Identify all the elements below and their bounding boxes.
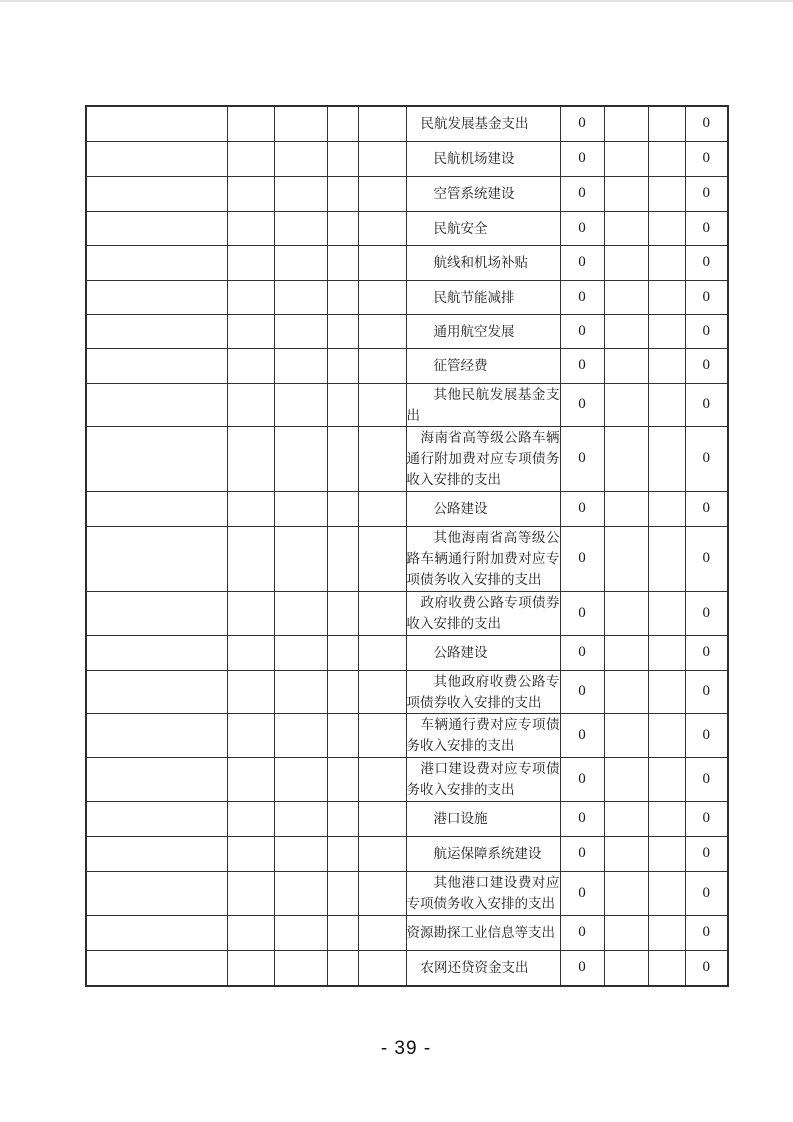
amount-cell: 0: [685, 426, 728, 491]
empty-amount-cell: [648, 106, 685, 141]
row-label-cell: 港口设施: [406, 801, 560, 836]
table-row: [86, 635, 728, 670]
amount-cell: 0: [685, 871, 728, 915]
table-row: [86, 950, 728, 986]
empty-amount-cell: [604, 950, 648, 986]
amount-cell: 0: [685, 757, 728, 801]
empty-amount-cell: [604, 314, 648, 348]
amount-cell: 0: [685, 280, 728, 314]
row-label-cell: 民航节能减排: [406, 280, 560, 314]
empty-amount-cell: [604, 871, 648, 915]
empty-cell: [358, 915, 406, 950]
empty-cell: [86, 176, 227, 211]
empty-cell: [274, 526, 327, 591]
empty-amount-cell: [648, 950, 685, 986]
empty-cell: [86, 141, 227, 176]
empty-cell: [274, 591, 327, 635]
empty-cell: [227, 635, 274, 670]
row-label-cell: 政府收费公路专项债券收入安排的支出: [406, 591, 560, 635]
amount-cell: 0: [685, 141, 728, 176]
empty-cell: [86, 426, 227, 491]
amount-cell: 0: [685, 348, 728, 383]
page-top-edge: [0, 0, 793, 2]
empty-cell: [86, 801, 227, 836]
empty-cell: [227, 106, 274, 141]
amount-cell: 0: [560, 836, 604, 871]
empty-cell: [86, 491, 227, 526]
row-label-cell: 资源勘探工业信息等支出: [406, 915, 560, 950]
amount-cell: 0: [685, 314, 728, 348]
amount-cell: 0: [685, 591, 728, 635]
empty-cell: [327, 950, 358, 986]
amount-cell: 0: [560, 314, 604, 348]
row-label-cell: 其他港口建设费对应专项债务收入安排的支出: [406, 871, 560, 915]
empty-cell: [274, 801, 327, 836]
empty-cell: [327, 757, 358, 801]
empty-cell: [358, 635, 406, 670]
empty-cell: [358, 801, 406, 836]
empty-cell: [274, 245, 327, 280]
empty-amount-cell: [648, 915, 685, 950]
empty-amount-cell: [604, 245, 648, 280]
table-row: [86, 280, 728, 314]
empty-cell: [227, 211, 274, 245]
empty-cell: [327, 801, 358, 836]
empty-cell: [227, 141, 274, 176]
empty-cell: [327, 670, 358, 713]
empty-cell: [86, 871, 227, 915]
amount-cell: 0: [560, 757, 604, 801]
empty-amount-cell: [648, 670, 685, 713]
empty-cell: [327, 211, 358, 245]
empty-amount-cell: [604, 757, 648, 801]
empty-amount-cell: [604, 383, 648, 426]
empty-cell: [358, 491, 406, 526]
empty-cell: [227, 591, 274, 635]
amount-cell: 0: [560, 950, 604, 986]
amount-cell: 0: [560, 635, 604, 670]
empty-cell: [274, 757, 327, 801]
empty-cell: [86, 713, 227, 757]
table-row: [86, 801, 728, 836]
empty-cell: [227, 491, 274, 526]
empty-cell: [327, 871, 358, 915]
empty-amount-cell: [604, 836, 648, 871]
empty-cell: [327, 635, 358, 670]
empty-cell: [327, 245, 358, 280]
table-row: [86, 426, 728, 491]
empty-cell: [327, 106, 358, 141]
row-label-cell: 农网还贷资金支出: [406, 950, 560, 986]
table-row: [86, 871, 728, 915]
empty-cell: [227, 383, 274, 426]
empty-cell: [327, 141, 358, 176]
amount-cell: 0: [560, 211, 604, 245]
empty-amount-cell: [648, 526, 685, 591]
empty-cell: [86, 314, 227, 348]
empty-cell: [274, 211, 327, 245]
empty-amount-cell: [604, 426, 648, 491]
empty-amount-cell: [648, 836, 685, 871]
empty-cell: [274, 871, 327, 915]
empty-cell: [358, 591, 406, 635]
empty-amount-cell: [648, 491, 685, 526]
empty-cell: [327, 836, 358, 871]
table-row: [86, 106, 728, 141]
empty-cell: [86, 211, 227, 245]
empty-cell: [358, 383, 406, 426]
empty-cell: [86, 915, 227, 950]
table-row: [86, 314, 728, 348]
table-row: [86, 211, 728, 245]
empty-cell: [227, 176, 274, 211]
table-row: [86, 836, 728, 871]
empty-cell: [274, 348, 327, 383]
empty-cell: [86, 348, 227, 383]
empty-amount-cell: [648, 757, 685, 801]
empty-cell: [227, 871, 274, 915]
empty-cell: [327, 176, 358, 211]
empty-cell: [358, 670, 406, 713]
empty-cell: [227, 348, 274, 383]
table-row: [86, 245, 728, 280]
empty-amount-cell: [648, 176, 685, 211]
amount-cell: 0: [560, 670, 604, 713]
amount-cell: 0: [560, 591, 604, 635]
amount-cell: 0: [560, 801, 604, 836]
empty-amount-cell: [604, 176, 648, 211]
empty-cell: [327, 713, 358, 757]
amount-cell: 0: [685, 635, 728, 670]
empty-cell: [358, 211, 406, 245]
empty-amount-cell: [604, 491, 648, 526]
amount-cell: 0: [685, 176, 728, 211]
empty-amount-cell: [604, 591, 648, 635]
row-label-cell: 其他民航发展基金支出: [406, 383, 560, 426]
empty-cell: [358, 526, 406, 591]
empty-cell: [274, 106, 327, 141]
page-number: - 39 -: [380, 1038, 432, 1059]
empty-cell: [358, 314, 406, 348]
table-row: [86, 383, 728, 426]
amount-cell: 0: [560, 526, 604, 591]
empty-amount-cell: [648, 211, 685, 245]
amount-cell: 0: [685, 915, 728, 950]
empty-cell: [86, 526, 227, 591]
empty-amount-cell: [648, 801, 685, 836]
row-label-cell: 海南省高等级公路车辆通行附加费对应专项债务收入安排的支出: [406, 426, 560, 491]
row-label-cell: 空管系统建设: [406, 176, 560, 211]
empty-cell: [86, 836, 227, 871]
empty-cell: [274, 314, 327, 348]
empty-amount-cell: [604, 915, 648, 950]
empty-cell: [86, 280, 227, 314]
amount-cell: 0: [560, 176, 604, 211]
amount-cell: 0: [685, 670, 728, 713]
empty-amount-cell: [604, 526, 648, 591]
empty-amount-cell: [648, 713, 685, 757]
amount-cell: 0: [560, 713, 604, 757]
amount-cell: 0: [560, 871, 604, 915]
empty-cell: [327, 591, 358, 635]
empty-cell: [86, 245, 227, 280]
empty-amount-cell: [604, 211, 648, 245]
empty-cell: [86, 950, 227, 986]
empty-cell: [327, 526, 358, 591]
amount-cell: 0: [685, 211, 728, 245]
empty-cell: [274, 713, 327, 757]
empty-cell: [227, 950, 274, 986]
empty-amount-cell: [648, 591, 685, 635]
empty-cell: [358, 245, 406, 280]
amount-cell: 0: [685, 106, 728, 141]
budget-table: [85, 105, 729, 987]
empty-cell: [327, 426, 358, 491]
empty-cell: [227, 280, 274, 314]
empty-amount-cell: [604, 670, 648, 713]
amount-cell: 0: [685, 801, 728, 836]
amount-cell: 0: [685, 491, 728, 526]
empty-amount-cell: [604, 106, 648, 141]
row-label-cell: 港口建设费对应专项债务收入安排的支出: [406, 757, 560, 801]
empty-cell: [274, 836, 327, 871]
empty-cell: [327, 280, 358, 314]
empty-amount-cell: [604, 348, 648, 383]
empty-cell: [327, 491, 358, 526]
empty-cell: [86, 670, 227, 713]
table-row: [86, 526, 728, 591]
empty-cell: [227, 670, 274, 713]
empty-cell: [358, 950, 406, 986]
table-row: [86, 915, 728, 950]
empty-cell: [358, 757, 406, 801]
row-label-cell: 车辆通行费对应专项债务收入安排的支出: [406, 713, 560, 757]
empty-cell: [274, 383, 327, 426]
amount-cell: 0: [560, 106, 604, 141]
row-label-cell: 其他海南省高等级公路车辆通行附加费对应专项债务收入安排的支出: [406, 526, 560, 591]
row-label-cell: 民航发展基金支出: [406, 106, 560, 141]
amount-cell: 0: [560, 141, 604, 176]
amount-cell: 0: [685, 713, 728, 757]
empty-cell: [358, 280, 406, 314]
empty-cell: [358, 426, 406, 491]
empty-cell: [274, 280, 327, 314]
empty-cell: [274, 915, 327, 950]
amount-cell: 0: [685, 526, 728, 591]
empty-cell: [327, 348, 358, 383]
table-row: [86, 591, 728, 635]
empty-cell: [274, 950, 327, 986]
table-row: [86, 176, 728, 211]
table-row: [86, 348, 728, 383]
empty-cell: [227, 426, 274, 491]
empty-amount-cell: [648, 426, 685, 491]
row-label-cell: 公路建设: [406, 635, 560, 670]
empty-cell: [358, 348, 406, 383]
row-label-cell: 民航安全: [406, 211, 560, 245]
empty-cell: [274, 635, 327, 670]
empty-cell: [227, 801, 274, 836]
empty-amount-cell: [648, 141, 685, 176]
empty-cell: [227, 526, 274, 591]
empty-cell: [274, 141, 327, 176]
amount-cell: 0: [560, 426, 604, 491]
empty-cell: [227, 713, 274, 757]
amount-cell: 0: [560, 280, 604, 314]
empty-cell: [358, 141, 406, 176]
empty-cell: [227, 836, 274, 871]
empty-cell: [274, 670, 327, 713]
empty-cell: [227, 245, 274, 280]
amount-cell: 0: [685, 950, 728, 986]
table-row: [86, 141, 728, 176]
empty-amount-cell: [648, 871, 685, 915]
empty-cell: [274, 176, 327, 211]
row-label-cell: 航线和机场补贴: [406, 245, 560, 280]
empty-amount-cell: [604, 801, 648, 836]
table-row: [86, 757, 728, 801]
empty-amount-cell: [648, 635, 685, 670]
empty-amount-cell: [648, 383, 685, 426]
empty-amount-cell: [604, 141, 648, 176]
table-row: [86, 713, 728, 757]
empty-cell: [327, 314, 358, 348]
row-label-cell: 征管经费: [406, 348, 560, 383]
empty-amount-cell: [648, 348, 685, 383]
amount-cell: 0: [560, 245, 604, 280]
empty-cell: [358, 836, 406, 871]
amount-cell: 0: [560, 915, 604, 950]
table-row: [86, 670, 728, 713]
empty-cell: [327, 915, 358, 950]
empty-cell: [86, 635, 227, 670]
empty-cell: [86, 757, 227, 801]
amount-cell: 0: [560, 348, 604, 383]
empty-cell: [274, 491, 327, 526]
empty-cell: [86, 383, 227, 426]
empty-amount-cell: [604, 280, 648, 314]
empty-amount-cell: [604, 713, 648, 757]
row-label-cell: 民航机场建设: [406, 141, 560, 176]
amount-cell: 0: [685, 383, 728, 426]
row-label-cell: 其他政府收费公路专项债券收入安排的支出: [406, 670, 560, 713]
budget-table-body: [86, 106, 728, 986]
amount-cell: 0: [560, 491, 604, 526]
row-label-cell: 通用航空发展: [406, 314, 560, 348]
row-label-cell: 公路建设: [406, 491, 560, 526]
amount-cell: 0: [685, 836, 728, 871]
empty-amount-cell: [604, 635, 648, 670]
empty-cell: [227, 915, 274, 950]
empty-amount-cell: [648, 314, 685, 348]
row-label-cell: 航运保障系统建设: [406, 836, 560, 871]
empty-cell: [358, 106, 406, 141]
empty-cell: [227, 314, 274, 348]
amount-cell: 0: [560, 383, 604, 426]
empty-cell: [227, 757, 274, 801]
empty-amount-cell: [648, 245, 685, 280]
table-row: [86, 491, 728, 526]
empty-amount-cell: [648, 280, 685, 314]
empty-cell: [274, 426, 327, 491]
empty-cell: [358, 176, 406, 211]
empty-cell: [358, 871, 406, 915]
empty-cell: [358, 713, 406, 757]
amount-cell: 0: [685, 245, 728, 280]
empty-cell: [86, 591, 227, 635]
empty-cell: [327, 383, 358, 426]
empty-cell: [86, 106, 227, 141]
